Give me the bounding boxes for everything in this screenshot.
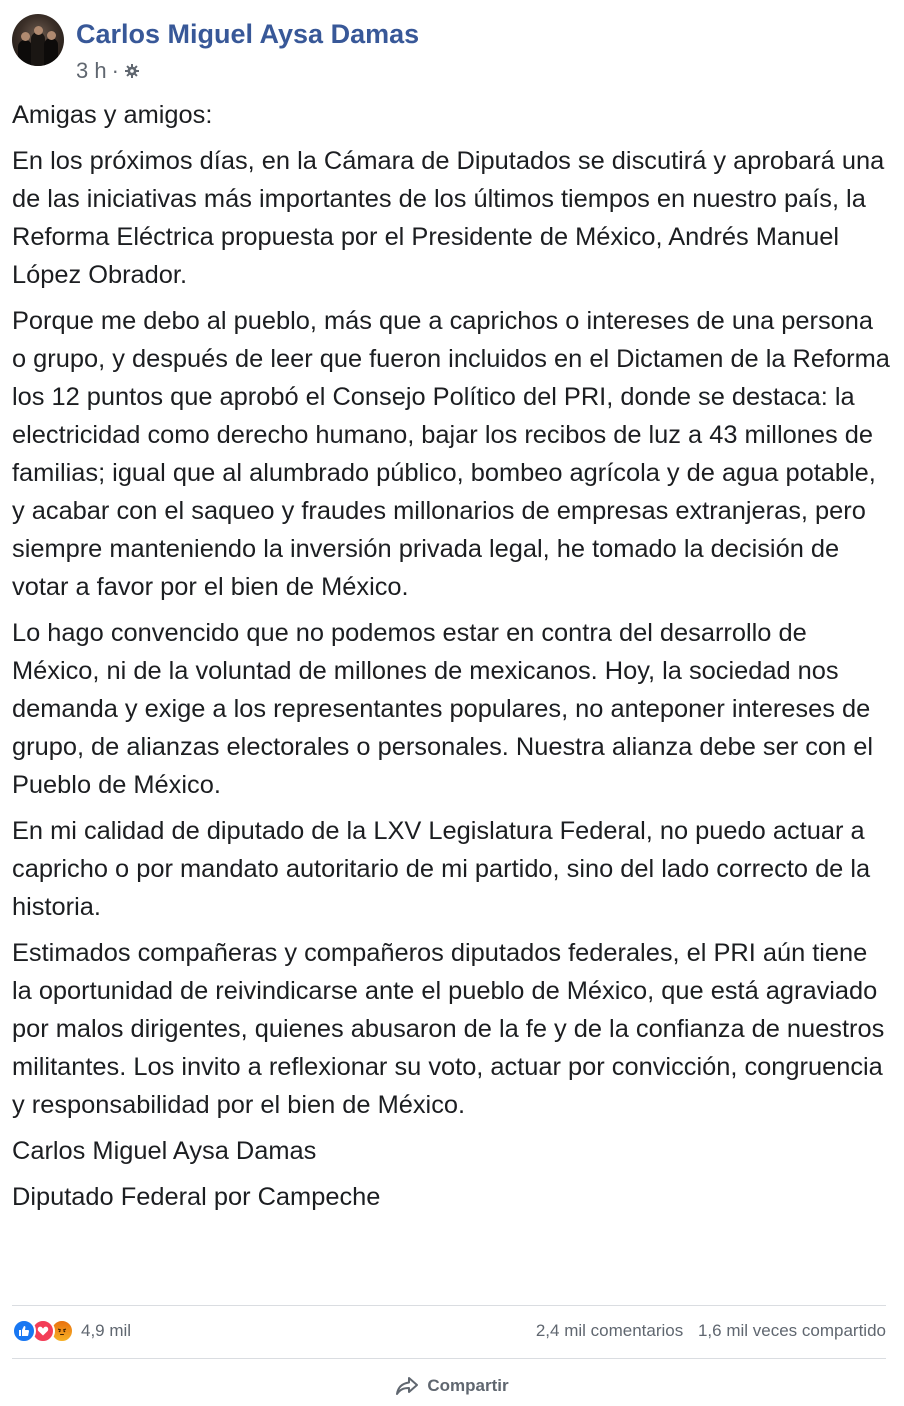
engagement-counts — [526, 1321, 886, 1341]
post-paragraph: Amigas y amigos: — [12, 101, 213, 129]
post-paragraph: En mi calidad de diputado de la LXV Legislatura Federal, no puedo actuar a capricho o por mandato autoritario de mi partido, sino del lado correcto de la historia. — [12, 817, 871, 921]
avatar-figure — [44, 38, 58, 66]
comment-count-link[interactable]: 2,4 mil comentarios — [535, 1321, 684, 1340]
post-signature-name: Carlos Miguel Aysa Damas — [12, 1137, 317, 1165]
gear-icon[interactable] — [124, 63, 140, 79]
post-paragraph: Porque me debo al pueblo, más que a caprichos o intereses de una persona o grupo, y después de leer que fueron incluidos en el Dictamen de la Reforma los 12 puntos que aprobó el Consejo Político del PRI, donde se destaca: la electricidad como derecho humano, bajar los recibos de luz a 43 millones de familias; igual que al alumbrado público, bombeo agrícola y de agua potable, y acabar con el saqueo y fraudes millonarios de empresas extranjeras, pero siempre manteniendo la inversión privada legal, he tomado la decisión de votar a favor por el bien de México. — [12, 307, 890, 601]
share-arrow-icon — [395, 1375, 419, 1397]
divider — [12, 1305, 886, 1306]
avatar-figure-head — [47, 31, 56, 40]
reaction-count[interactable]: 4,9 mil — [81, 1321, 132, 1340]
post-time-row — [76, 58, 419, 84]
avatar-figure-head — [21, 32, 30, 41]
share-button-label: Compartir — [427, 1376, 509, 1395]
post-signature-title: Diputado Federal por Campeche — [12, 1183, 381, 1211]
post-timestamp[interactable]: 3 h — [76, 58, 107, 83]
avatar[interactable] — [12, 14, 64, 66]
divider — [12, 1358, 886, 1359]
share-button[interactable] — [395, 1375, 508, 1397]
post-body — [12, 96, 892, 1224]
action-bar — [0, 1370, 904, 1402]
reactions-summary[interactable] — [12, 1319, 131, 1343]
post-meta — [76, 14, 419, 84]
post-paragraph: En los próximos días, en la Cámara de Diputados se discutirá y aprobará una de las iniciativas más importantes de los últimos tiempos en nuestro país, la Reforma Eléctrica propuesta por el Presidente de México, Andrés Manuel López Obrador. — [12, 147, 885, 289]
author-name-link[interactable]: Carlos Miguel Aysa Damas — [76, 19, 420, 49]
avatar-figure — [31, 32, 45, 66]
post-stats — [12, 1316, 886, 1346]
post-paragraph: Estimados compañeras y compañeros diputados federales, el PRI aún tiene la oportunidad de reivindicarse ante el pueblo de México, que está agraviado por malos dirigentes, quienes abusaron de la fe y de la confianza de nuestros militantes. Los invito a reflexionar su voto, actuar por convicción, congruencia y responsabilidad por el bien de México. — [12, 939, 885, 1119]
post-header — [12, 14, 420, 83]
avatar-figure-head — [34, 26, 43, 35]
post-paragraph: Lo hago convencido que no podemos estar en contra del desarrollo de México, ni de la voluntad de millones de mexicanos. Hoy, la sociedad nos demanda y exige a los representantes populares, no anteponer intereses de grupo, de alianzas electorales o personales. Nuestra alianza debe ser con el Pueblo de México. — [12, 619, 873, 799]
share-count-link[interactable]: 1,6 mil veces compartido — [697, 1321, 886, 1340]
avatar-figure — [18, 40, 32, 66]
separator-dot: · — [111, 58, 119, 83]
like-icon — [12, 1319, 36, 1343]
